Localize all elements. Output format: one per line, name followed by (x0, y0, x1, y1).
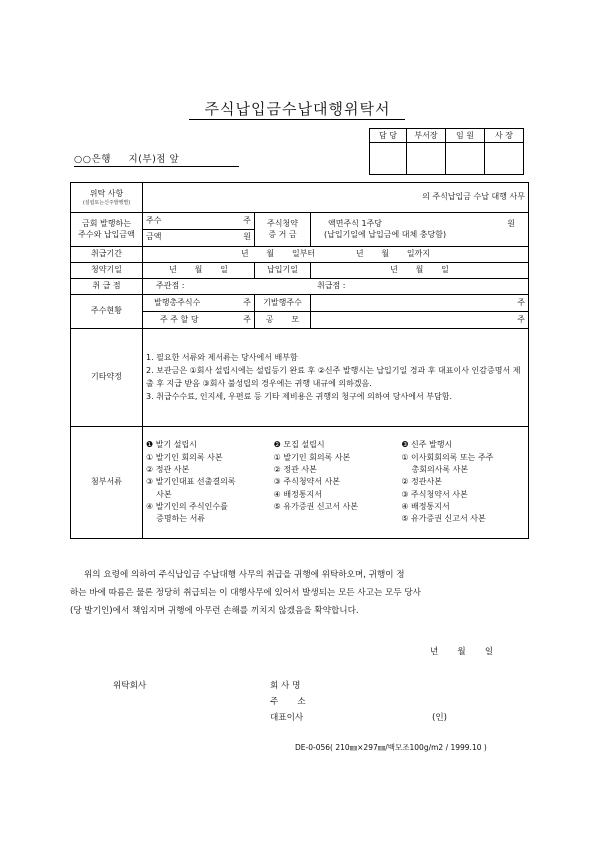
title-underline (189, 119, 405, 120)
doc-item: 총회의사록 사본 (401, 464, 469, 474)
documents-col-3 (401, 439, 525, 526)
doc-item: ③ 발기인대표 선출결의록 (146, 477, 236, 487)
doc-item: ④ 발기인의 주식인수를 (146, 502, 228, 512)
paragraph-line: 위의 요령에 의하여 주식납입금 수납대행 사무의 취급을 귀행에 위탁하오며, 귀행이 정 (84, 570, 405, 580)
approval-label: 부서장 (407, 129, 446, 143)
company-name-label: 회 사 명 (270, 681, 301, 691)
doc-item: ⑤ 유가증권 신고서 사본 (401, 514, 486, 524)
amount-unit: 원 (243, 232, 251, 242)
term-item: 1. 필요한 서류와 제서류는 당사에서 배부함 (146, 352, 298, 362)
issue-label-line1: 금회 발행하는 (82, 218, 131, 228)
term-item: 3. 취급수수료, 인지세, 우편료 등 기타 제비용은 귀행의 청구에 의하여 당사에서 부담함. (146, 391, 452, 401)
documents-label: 첨부서류 (71, 427, 143, 539)
handling-branch-label: 취급점 : (316, 281, 346, 291)
branch-value[interactable] (143, 279, 529, 295)
shares-status-label: 주수현황 (71, 295, 143, 329)
addressee: ○○은행 지(부)점 앞 (74, 154, 180, 165)
amount-field[interactable] (143, 230, 254, 246)
representative-label: 대표이사 (270, 713, 304, 723)
declaration-paragraph (70, 566, 528, 620)
terms-content (143, 329, 529, 427)
doc-item: ④ 배정통지서 (273, 489, 323, 499)
shares-field[interactable] (143, 214, 254, 230)
doc-item: ② 정관사본 (401, 477, 442, 487)
existing-shares-label: 기발행주수 (255, 295, 311, 312)
approval-cell[interactable] (485, 143, 524, 175)
doc-item: ① 발기인 회의록 사본 (273, 452, 351, 462)
amount-label: 금액 (146, 232, 162, 242)
approval-label: 임 원 (446, 129, 485, 143)
allocation-unit: 주 (243, 314, 251, 324)
deposit-per-share: 액면주식 1주당 (328, 218, 383, 228)
doc-item: ① 이사회회의록 또는 주주 (401, 452, 494, 462)
total-shares-field[interactable] (143, 295, 255, 312)
approval-cell[interactable] (407, 143, 446, 175)
shares-unit: 주 (243, 215, 251, 225)
main-form-table (70, 182, 529, 539)
doc-item: ③ 주식청약서 사본 (273, 477, 341, 487)
approval-label: 사 장 (485, 129, 524, 143)
subscription-label: 청약기일 (71, 263, 143, 279)
addressee-underline (74, 166, 239, 167)
terms-label: 기타약정 (71, 329, 143, 427)
doc-item: ② 정관 사본 (146, 464, 190, 474)
allocation-label: 주 주 할 당 (160, 314, 199, 324)
documents-content (143, 427, 529, 539)
documents-col-1 (146, 439, 270, 526)
deposit-label (255, 213, 311, 247)
total-shares-label: 발행총주식수 (154, 297, 201, 307)
documents-col-2 (274, 439, 398, 526)
deposit-label-line2: 증 거 금 (268, 229, 297, 239)
seal-mark: (인) (432, 713, 448, 723)
period-value[interactable]: 년 월 일부터 년 월 일까지 (143, 247, 529, 263)
public-offer-label: 공 모 (255, 312, 311, 329)
entrust-sublabel: (설립또는신주발행별) (82, 199, 131, 206)
doc-item: ③ 주식청약서 사본 (401, 489, 468, 499)
doc-item: 사본 (146, 489, 172, 499)
shares-label: 주수 (146, 215, 162, 225)
date-line[interactable]: 년 월 일 (430, 647, 494, 657)
total-shares-unit: 주 (243, 297, 251, 307)
public-offer-value[interactable]: 주 (311, 312, 529, 329)
deposit-label-line1: 주식청약 (267, 218, 298, 228)
issue-values-cell (143, 213, 255, 247)
client-label: 위탁회사 (113, 681, 147, 691)
doc-header: ❸ 신주 발행시 (401, 440, 453, 450)
address-label: 주 소 (270, 697, 306, 707)
doc-header: ❷ 모집 설립시 (273, 440, 325, 450)
subscription-value[interactable]: 년 월 일 (143, 263, 255, 279)
doc-header: ❶ 발기 설립시 (146, 440, 197, 450)
approval-box (369, 128, 524, 175)
entrust-label-cell (71, 183, 143, 213)
issue-label (71, 213, 143, 247)
approval-cell[interactable] (370, 143, 407, 175)
deposit-note: (납입기일에 납입금에 대체 충당함) (324, 229, 447, 239)
doc-item: ① 발기인 회의록 사본 (146, 452, 223, 462)
main-branch-label: 주관점 : (156, 281, 185, 291)
existing-shares-value[interactable]: 주 (311, 295, 529, 312)
doc-item: ④ 배정통지서 (401, 502, 450, 512)
deposit-unit: 원 (507, 218, 515, 228)
doc-item: ⑤ 유가증권 신고서 사본 (273, 502, 359, 512)
doc-item: ② 정관 사본 (273, 464, 317, 474)
doc-item: 증명하는 서류 (146, 514, 206, 524)
branch-label: 취 급 점 (71, 279, 143, 295)
paragraph-line: 하는 바에 따름은 물론 정당히 취급되는 이 대행사무에 있어서 발생되는 모든 사고는 모두 당사 (70, 588, 421, 598)
issue-label-line2: 주수와 납입금액 (78, 229, 135, 239)
paragraph-line: (당 발기인)에서 책임지며 귀행에 아무런 손해를 끼치지 않겠음을 확약합니다. (70, 606, 359, 616)
approval-cell[interactable] (446, 143, 485, 175)
entrust-value[interactable]: 의 주식납입금 수납 대행 사무 (143, 183, 529, 213)
allocation-field[interactable] (143, 312, 255, 329)
payment-value[interactable]: 년 월 일 (311, 263, 529, 279)
entrust-label: 위탁 사항 (89, 188, 124, 198)
term-item: 2. 보관금은 ①회사 설립시에는 설립등기 완료 후 ②신주 발행시는 납입기일 경과 후 대표이사 인감증명서 제출 후 지급 받음 ③회사 불성립의 경우에는 귀행 내규에 의하겠음. (146, 366, 521, 388)
approval-label: 담 당 (370, 129, 407, 143)
deposit-value[interactable] (311, 213, 529, 247)
period-label: 취급기간 (71, 247, 143, 263)
page-title: 주식납입금수납대행위탁서 (204, 100, 391, 118)
payment-label: 납입기일 (255, 263, 311, 279)
form-number: DE-0-056( 210㎜×297㎜/백모조100g/m2 / 1999.10 ) (295, 743, 487, 752)
